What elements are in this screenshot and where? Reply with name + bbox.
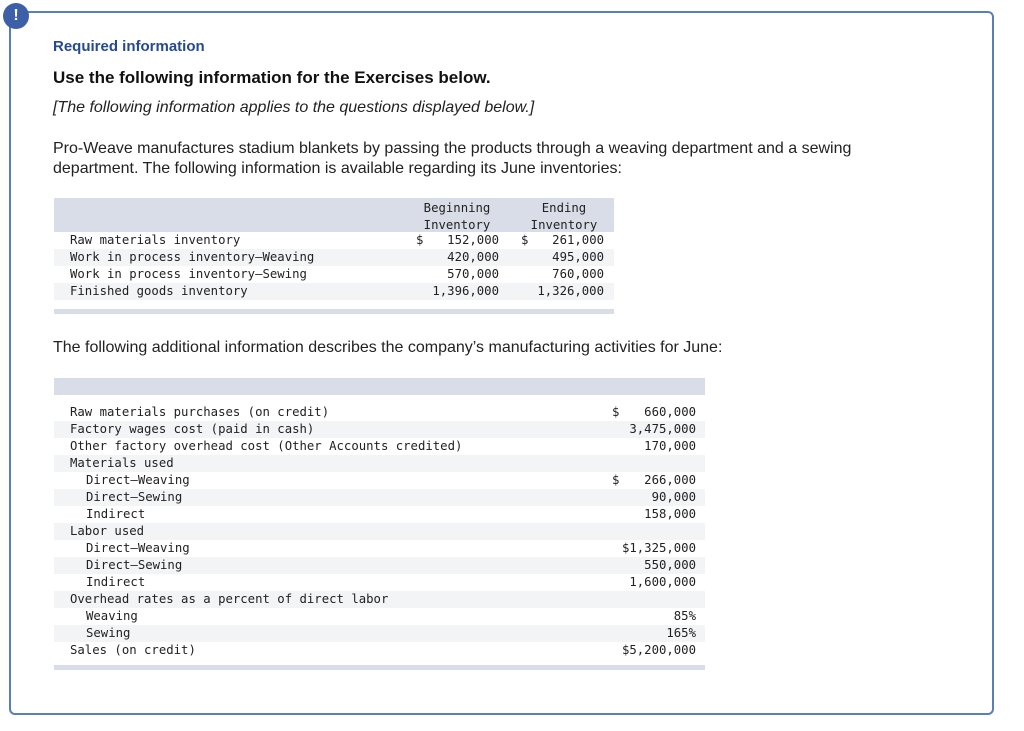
row-amount: $5,200,000	[621, 643, 696, 657]
table-row	[54, 642, 705, 659]
beginning-value: 420,000	[447, 250, 499, 264]
ending-value: 760,000	[552, 267, 604, 281]
inventory-table-header	[54, 198, 614, 232]
row-amount: 1,600,000	[629, 575, 696, 589]
applies-note: [The following information applies to the questions displayed below.]	[53, 99, 535, 116]
row-label: Work in process inventory—Weaving	[70, 250, 315, 264]
table-row	[54, 249, 614, 266]
row-label: Finished goods inventory	[70, 284, 248, 298]
row-amount: 158,000	[644, 507, 696, 521]
ending-value: 1,326,000	[537, 284, 604, 298]
row-label: Raw materials inventory	[70, 233, 241, 247]
row-label: Raw materials purchases (on credit)	[70, 405, 330, 419]
dollar-sign: $	[416, 233, 424, 247]
table-row	[54, 574, 705, 591]
row-amount: $1,325,000	[621, 541, 696, 555]
instructions-heading: Use the following information for the Exercises below.	[53, 68, 491, 87]
row-label: Direct—Weaving	[86, 541, 190, 555]
row-label: Overhead rates as a percent of direct labor	[70, 592, 389, 606]
table-row	[54, 489, 705, 506]
row-amount: 3,475,000	[629, 422, 696, 436]
activities-table	[54, 378, 705, 670]
row-label: Work in process inventory—Sewing	[70, 267, 307, 281]
row-label: Labor used	[70, 524, 145, 538]
alert-icon: !	[3, 3, 29, 29]
dollar-sign: $	[521, 233, 529, 247]
row-label: Indirect	[86, 575, 146, 589]
beginning-inventory-header: Beginning Inventory	[423, 201, 491, 232]
table-row	[54, 455, 705, 472]
dollar-sign: $	[612, 473, 620, 487]
table-row	[54, 404, 705, 421]
table-row	[54, 506, 705, 523]
table-row	[54, 232, 614, 249]
intro-paragraph: Pro-Weave manufactures stadium blankets by passing the products through a weaving department and a sewing department. The following information is available regarding its June inventories:	[53, 140, 852, 177]
row-label: Factory wages cost (paid in cash)	[70, 422, 315, 436]
dollar-sign: $	[612, 405, 620, 419]
row-label: Indirect	[86, 507, 146, 521]
table-row	[54, 608, 705, 625]
row-label: Direct—Sewing	[86, 490, 183, 504]
row-amount: 90,000	[651, 490, 696, 504]
row-label: Other factory overhead cost (Other Accounts credited)	[70, 439, 463, 453]
table-row	[54, 438, 705, 455]
row-amount: 550,000	[644, 558, 696, 572]
table-row	[54, 591, 705, 608]
table-row	[54, 283, 614, 300]
beginning-value: 152,000	[447, 233, 499, 247]
beginning-value: 1,396,000	[432, 284, 499, 298]
row-label: Weaving	[86, 609, 138, 623]
ending-value: 261,000	[552, 233, 604, 247]
row-label: Direct—Weaving	[86, 473, 190, 487]
ending-inventory-header: Ending Inventory	[530, 201, 598, 232]
table-row	[54, 540, 705, 557]
table-row	[54, 523, 705, 540]
required-information-label: Required information	[53, 38, 205, 55]
row-label: Materials used	[70, 456, 174, 470]
row-amount: 170,000	[644, 439, 696, 453]
inventory-table	[54, 198, 614, 314]
row-amount: 165%	[666, 626, 696, 640]
table-row	[54, 557, 705, 574]
row-amount: 266,000	[644, 473, 696, 487]
table-footer-bar	[54, 665, 705, 670]
row-label: Sales (on credit)	[70, 643, 196, 657]
table-row	[54, 266, 614, 283]
row-label: Sewing	[86, 626, 131, 640]
row-amount: 85%	[673, 609, 696, 623]
additional-info-paragraph: The following additional information describes the company’s manufacturing activities for June:	[53, 339, 723, 356]
row-amount: 660,000	[644, 405, 696, 419]
activities-table-header	[54, 378, 705, 395]
ending-value: 495,000	[552, 250, 604, 264]
beginning-value: 570,000	[447, 267, 499, 281]
table-row	[54, 625, 705, 642]
table-footer-bar	[54, 309, 614, 314]
table-row	[54, 472, 705, 489]
table-row	[54, 421, 705, 438]
row-label: Direct—Sewing	[86, 558, 183, 572]
